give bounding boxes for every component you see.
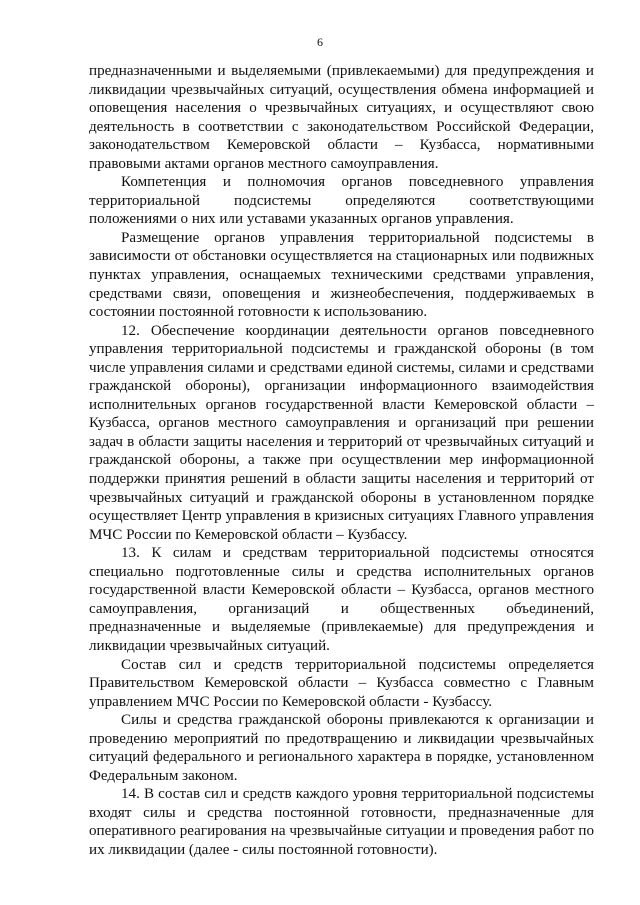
paragraph-competence: Компетенция и полномочия органов повседневного управления территориальной подсистемы определяются соответствующими положениями о них или уставами указанных органов управления. <box>89 174 594 228</box>
page-number: 6 <box>317 35 323 49</box>
paragraph-civil-defense: Силы и средства гражданской обороны привлекаются к организации и проведению мероприятий по предотвращению и ликвидации чрезвычайных ситуаций федерального и регионального характера в порядке, установленном Федеральным законом. <box>89 712 594 784</box>
paragraph-placement: Размещение органов управления территориальной подсистемы в зависимости от обстановки осуществляется на стационарных или подвижных пунктах управления, оснащаемых техническими средствами управления, средствами связи, оповещения и жизнеобеспечения, поддерживаемых в состоянии постоянной готовности к использованию. <box>89 229 594 321</box>
paragraph-continuation: предназначенными и выделяемыми (привлекаемыми) для предупреждения и ликвидации чрезвычайных ситуаций, осуществления обмена информацией и оповещения населения о чрезвычайных ситуациях, и осуществляют свою деятельность в соответствии с законодательством Российской Федерации, законодательством Кемеровской области – Кузбасса, нормативными правовыми актами органов местного самоуправления. <box>89 63 594 172</box>
paragraph-item-14: 14. В состав сил и средств каждого уровня территориальной подсистемы входят силы и средства постоянной готовности, предназначенные для оперативного реагирования на чрезвычайные ситуации и проведения работ по их ликвидации (далее - силы постоянной готовности). <box>89 786 594 858</box>
paragraph-forces-composition: Состав сил и средств территориальной подсистемы определяется Правительством Кемеровской области – Кузбасса совместно с Главным управлением МЧС России по Кемеровской области - Кузбассу. <box>89 656 594 710</box>
document-body <box>89 62 594 860</box>
paragraph-item-13: 13. К силам и средствам территориальной подсистемы относятся специально подготовленные силы и средства исполнительных органов государственной власти Кемеровской области – Кузбасса, органов местного самоуправления, организаций и общественных объединений, предназначенные и выделяемые (привлекаемые) для предупреждения и ликвидации чрезвычайных ситуаций. <box>89 545 594 654</box>
paragraph-item-12: 12. Обеспечение координации деятельности органов повседневного управления территориальной подсистемы и гражданской обороны (в том числе управления силами и средствами единой системы, силами и средствами гражданской обороны), организации информационного взаимодействия исполнительных органов государственной власти Кемеровской области – Кузбасса, органов местного самоуправления и организаций при решении задач в области защиты населения и территорий от чрезвычайных ситуаций и гражданской обороны, а также при осуществлении мер информационной поддержки принятия решений в области защиты населения и территорий от чрезвычайных ситуаций и гражданской обороны в установленном порядке осуществляет Центр управления в кризисных ситуациях Главного управления МЧС России по Кемеровской области – Кузбассу. <box>89 322 594 543</box>
